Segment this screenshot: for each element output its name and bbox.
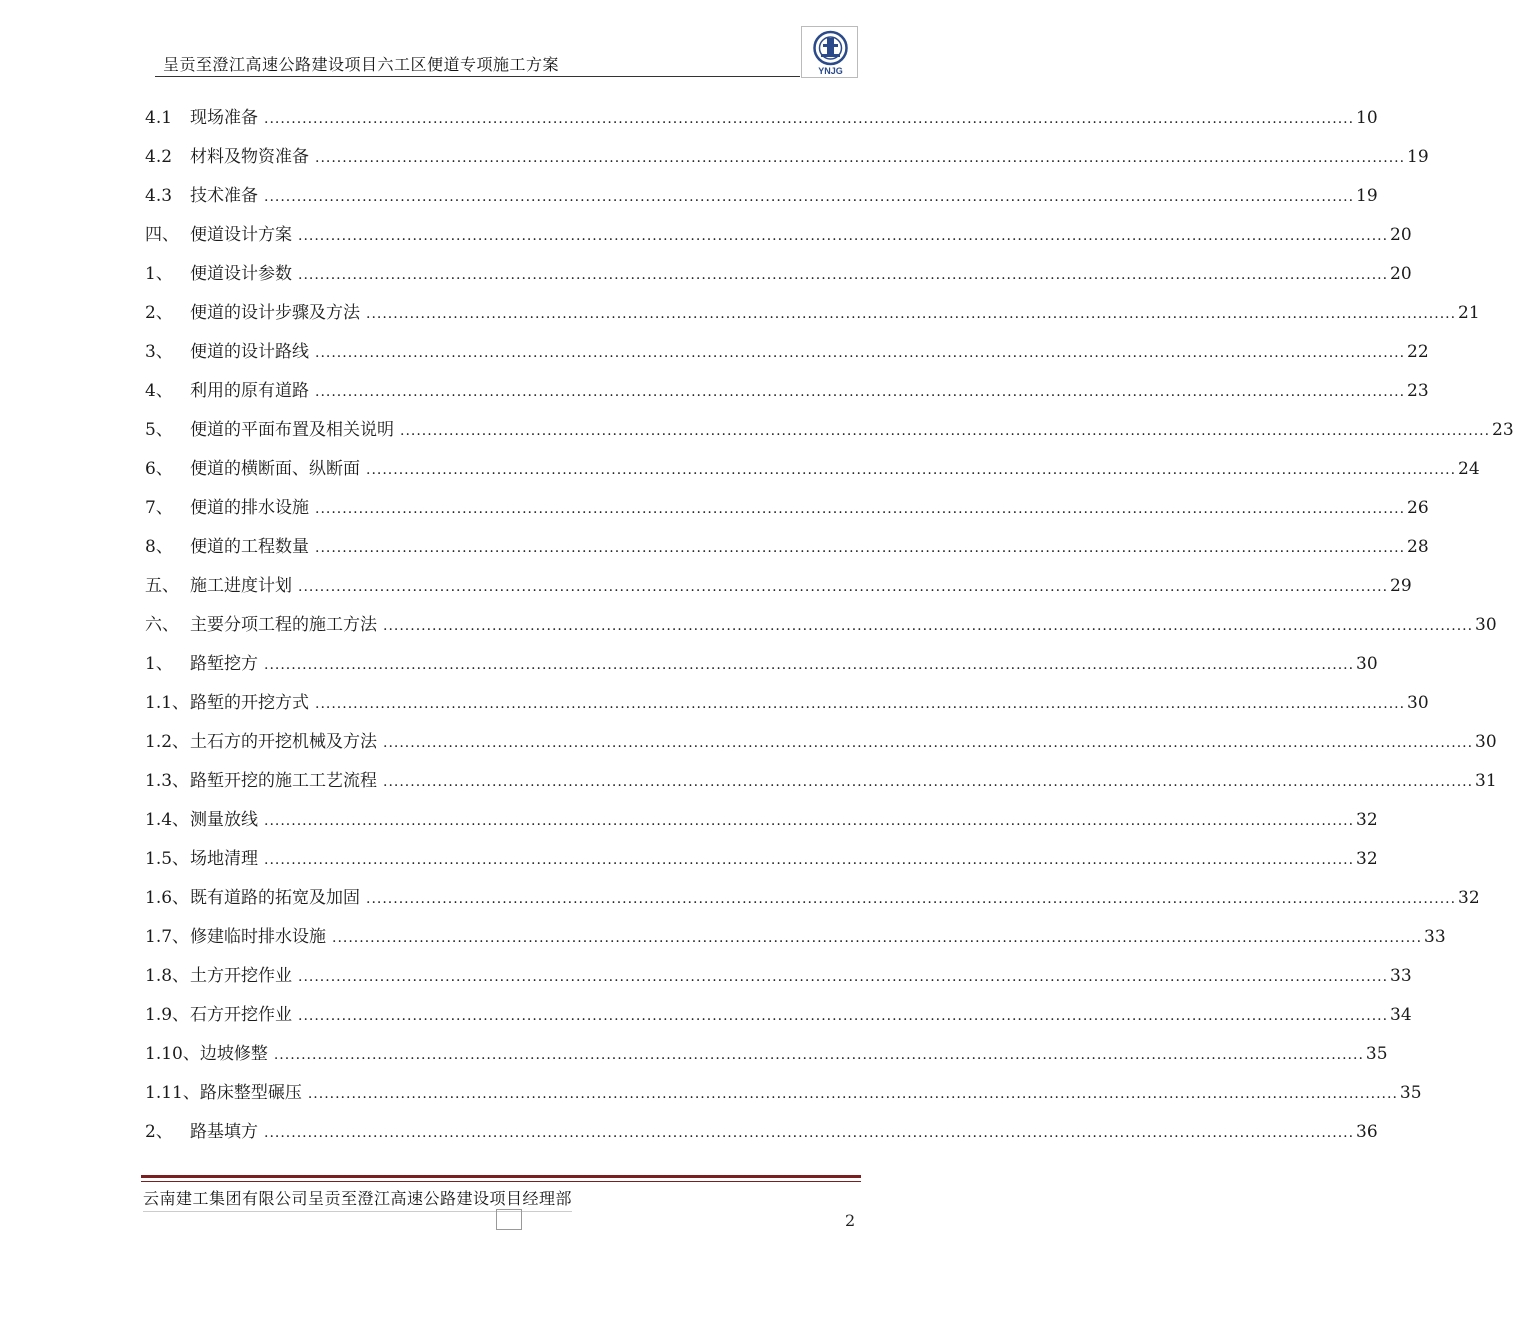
toc-entry-number: 8、 xyxy=(145,537,173,557)
toc-entry[interactable] xyxy=(145,1035,1388,1074)
toc-entry-page: 21 xyxy=(1458,303,1480,323)
toc-dot-leader: ........................................................................................................................................................................................................ xyxy=(298,228,1389,244)
footer-divider-thin xyxy=(141,1181,861,1182)
toc-entry[interactable] xyxy=(145,684,1429,723)
toc-entry-title: 土石方的开挖机械及方法 xyxy=(190,732,377,752)
toc-dot-leader: ........................................................................................................................................................................................................ xyxy=(273,1047,1364,1063)
toc-entry-number: 1.4、 xyxy=(145,810,190,830)
toc-entry-page: 32 xyxy=(1458,888,1480,908)
toc-entry-page: 22 xyxy=(1407,342,1429,362)
page-number: 2 xyxy=(845,1211,856,1230)
toc-entry-title: 便道的工程数量 xyxy=(190,537,309,557)
toc-entry-number: 4.3 xyxy=(145,186,173,206)
toc-dot-leader: ........................................................................................................................................................................................................ xyxy=(298,267,1389,283)
toc-entry-page: 19 xyxy=(1356,186,1378,206)
toc-entry-number: 1.6、 xyxy=(145,888,190,908)
toc-entry-title: 技术准备 xyxy=(190,186,258,206)
toc-entry[interactable] xyxy=(145,294,1480,333)
toc-entry-number: 1.3、 xyxy=(145,771,190,791)
toc-entry-page: 36 xyxy=(1356,1122,1378,1142)
toc-entry-title: 1.10、边坡修整 xyxy=(145,1044,268,1064)
toc-entry-title: 便道的设计路线 xyxy=(190,342,309,362)
toc-entry-page: 33 xyxy=(1424,927,1446,947)
toc-entry-title: 修建临时排水设施 xyxy=(190,927,326,947)
toc-dot-leader: ........................................................................................................................................................................................................ xyxy=(315,696,1406,712)
toc-entry-page: 35 xyxy=(1399,1083,1422,1103)
toc-entry[interactable] xyxy=(145,840,1378,879)
toc-entry-title: 便道设计方案 xyxy=(190,225,292,245)
toc-entry-title: 利用的原有道路 xyxy=(190,381,309,401)
toc-entry-number: 7、 xyxy=(145,498,173,518)
toc-entry-page: 19 xyxy=(1407,147,1429,167)
toc-entry-page: 30 xyxy=(1475,732,1497,752)
toc-entry-page: 29 xyxy=(1390,576,1412,596)
toc-dot-leader: ........................................................................................................................................................................................................ xyxy=(298,969,1389,985)
toc-entry-title: 便道设计参数 xyxy=(190,264,292,284)
toc-entry-number: 2、 xyxy=(145,1122,173,1142)
toc-entry-title: 材料及物资准备 xyxy=(190,147,309,167)
toc-entry-number: 6、 xyxy=(145,459,173,479)
toc-entry-title: 土方开挖作业 xyxy=(190,966,292,986)
toc-dot-leader: ........................................................................................................................................................................................................ xyxy=(264,111,1355,127)
toc-entry-number: 5、 xyxy=(145,420,173,440)
toc-dot-leader: ........................................................................................................................................................................................................ xyxy=(264,813,1355,829)
toc-dot-leader: ........................................................................................................................................................................................................ xyxy=(366,891,1457,907)
toc-entry[interactable] xyxy=(145,996,1412,1035)
header-divider xyxy=(155,76,800,77)
toc-entry-title: 现场准备 xyxy=(190,108,258,128)
toc-dot-leader: ........................................................................................................................................................................................................ xyxy=(315,501,1406,517)
toc-entry-number: 1.9、 xyxy=(145,1005,190,1025)
header-title: 呈贡至澄江高速公路建设项目六工区便道专项施工方案 xyxy=(163,55,560,74)
toc-entry-title: 测量放线 xyxy=(190,810,258,830)
toc-entry-number: 1.5、 xyxy=(145,849,190,869)
toc-dot-leader: ........................................................................................................................................................................................................ xyxy=(383,774,1474,790)
footer-box xyxy=(496,1209,522,1230)
toc-entry[interactable] xyxy=(145,801,1378,840)
toc-entry[interactable] xyxy=(145,528,1429,567)
toc-entry[interactable] xyxy=(145,918,1446,957)
toc-entry[interactable] xyxy=(145,762,1497,801)
toc-dot-leader: ........................................................................................................................................................................................................ xyxy=(315,150,1406,166)
toc-dot-leader: ........................................................................................................................................................................................................ xyxy=(298,579,1389,595)
toc-dot-leader: ........................................................................................................................................................................................................ xyxy=(366,306,1457,322)
toc-entry[interactable] xyxy=(145,411,1514,450)
toc-dot-leader: ........................................................................................................................................................................................................ xyxy=(332,930,1423,946)
toc-dot-leader: ........................................................................................................................................................................................................ xyxy=(264,189,1355,205)
toc-entry-page: 30 xyxy=(1407,693,1429,713)
toc-dot-leader: ........................................................................................................................................................................................................ xyxy=(315,540,1406,556)
toc-entry-title: 便道的横断面、纵断面 xyxy=(190,459,360,479)
toc-entry-title: 路堑挖方 xyxy=(190,654,258,674)
footer-company: 云南建工集团有限公司呈贡至澄江高速公路建设项目经理部 xyxy=(143,1186,572,1212)
toc-dot-leader: ........................................................................................................................................................................................................ xyxy=(383,618,1474,634)
toc-entry-number: 2、 xyxy=(145,303,173,323)
toc-entry-number: 4.1 xyxy=(145,108,173,128)
toc-entry[interactable] xyxy=(145,879,1480,918)
toc-entry[interactable] xyxy=(145,333,1429,372)
toc-entry-title: 便道的排水设施 xyxy=(190,498,309,518)
toc-entry-number: 1、 xyxy=(145,654,173,674)
toc-entry-number: 4.2 xyxy=(145,147,173,167)
toc-dot-leader: ........................................................................................................................................................................................................ xyxy=(315,384,1406,400)
toc-entry[interactable] xyxy=(145,450,1480,489)
toc-entry[interactable] xyxy=(145,99,1378,138)
toc-entry-page: 35 xyxy=(1365,1044,1388,1064)
toc-entry-number: 1.7、 xyxy=(145,927,190,947)
toc-entry-page: 30 xyxy=(1475,615,1497,635)
toc-entry-number: 1、 xyxy=(145,264,173,284)
toc-dot-leader: ........................................................................................................................................................................................................ xyxy=(298,1008,1389,1024)
toc-dot-leader: ........................................................................................................................................................................................................ xyxy=(383,735,1474,751)
toc-entry[interactable] xyxy=(145,177,1378,216)
toc-entry-page: 33 xyxy=(1390,966,1412,986)
toc-entry-page: 26 xyxy=(1407,498,1429,518)
toc-entry-page: 10 xyxy=(1356,108,1378,128)
toc-entry[interactable] xyxy=(145,723,1497,762)
toc-entry-number: 六、 xyxy=(145,615,179,635)
toc-entry-title: 场地清理 xyxy=(190,849,258,869)
toc-entry[interactable] xyxy=(145,957,1412,996)
toc-dot-leader: ........................................................................................................................................................................................................ xyxy=(264,657,1355,673)
toc-entry-number: 4、 xyxy=(145,381,173,401)
toc-dot-leader: ........................................................................................................................................................................................................ xyxy=(315,345,1406,361)
toc-entry-title: 路堑开挖的施工工艺流程 xyxy=(190,771,377,791)
footer-divider-thick xyxy=(141,1175,861,1178)
toc-entry-number: 四、 xyxy=(145,225,179,245)
toc-entry[interactable] xyxy=(145,372,1429,411)
toc-entry-page: 20 xyxy=(1390,225,1412,245)
toc-entry-page: 24 xyxy=(1458,459,1480,479)
toc-dot-leader: ........................................................................................................................................................................................................ xyxy=(264,852,1355,868)
toc-entry[interactable] xyxy=(145,1074,1422,1113)
toc-dot-leader: ........................................................................................................................................................................................................ xyxy=(264,1125,1355,1141)
toc-entry-number: 五、 xyxy=(145,576,179,596)
toc-dot-leader: ........................................................................................................................................................................................................ xyxy=(307,1086,1398,1102)
logo-text: YNJG xyxy=(818,66,843,76)
toc-entry-title: 便道的设计步骤及方法 xyxy=(190,303,360,323)
toc-entry-page: 31 xyxy=(1475,771,1497,791)
toc-entry-page: 23 xyxy=(1407,381,1429,401)
toc-entry-number: 1.8、 xyxy=(145,966,190,986)
toc-entry-number: 1.2、 xyxy=(145,732,190,752)
toc-entry-title: 路堑的开挖方式 xyxy=(190,693,309,713)
toc-entry-title: 施工进度计划 xyxy=(190,576,292,596)
toc-entry-page: 32 xyxy=(1356,849,1378,869)
toc-entry-title: 既有道路的拓宽及加固 xyxy=(190,888,360,908)
toc-entry-title: 1.11、路床整型碾压 xyxy=(145,1083,302,1103)
toc-entry[interactable] xyxy=(145,216,1412,255)
table-of-contents xyxy=(145,99,1514,1152)
toc-dot-leader: ........................................................................................................................................................................................................ xyxy=(366,462,1457,478)
toc-entry-number: 1.1、 xyxy=(145,693,190,713)
toc-dot-leader: ........................................................................................................................................................................................................ xyxy=(400,423,1491,439)
toc-entry-page: 23 xyxy=(1492,420,1514,440)
toc-entry-number: 3、 xyxy=(145,342,173,362)
toc-entry-page: 30 xyxy=(1356,654,1378,674)
toc-entry-title: 路基填方 xyxy=(190,1122,258,1142)
toc-entry-title: 主要分项工程的施工方法 xyxy=(190,615,377,635)
toc-entry[interactable] xyxy=(145,489,1429,528)
toc-entry-page: 20 xyxy=(1390,264,1412,284)
company-logo xyxy=(801,26,858,78)
toc-entry-title: 便道的平面布置及相关说明 xyxy=(190,420,394,440)
toc-entry[interactable] xyxy=(145,645,1378,684)
toc-entry-title: 石方开挖作业 xyxy=(190,1005,292,1025)
toc-entry-page: 32 xyxy=(1356,810,1378,830)
toc-entry[interactable] xyxy=(145,567,1412,606)
toc-entry[interactable] xyxy=(145,606,1497,645)
toc-entry-page: 28 xyxy=(1407,537,1429,557)
toc-entry[interactable] xyxy=(145,138,1429,177)
toc-entry[interactable] xyxy=(145,255,1412,294)
toc-entry-page: 34 xyxy=(1390,1005,1412,1025)
toc-entry[interactable] xyxy=(145,1113,1378,1152)
